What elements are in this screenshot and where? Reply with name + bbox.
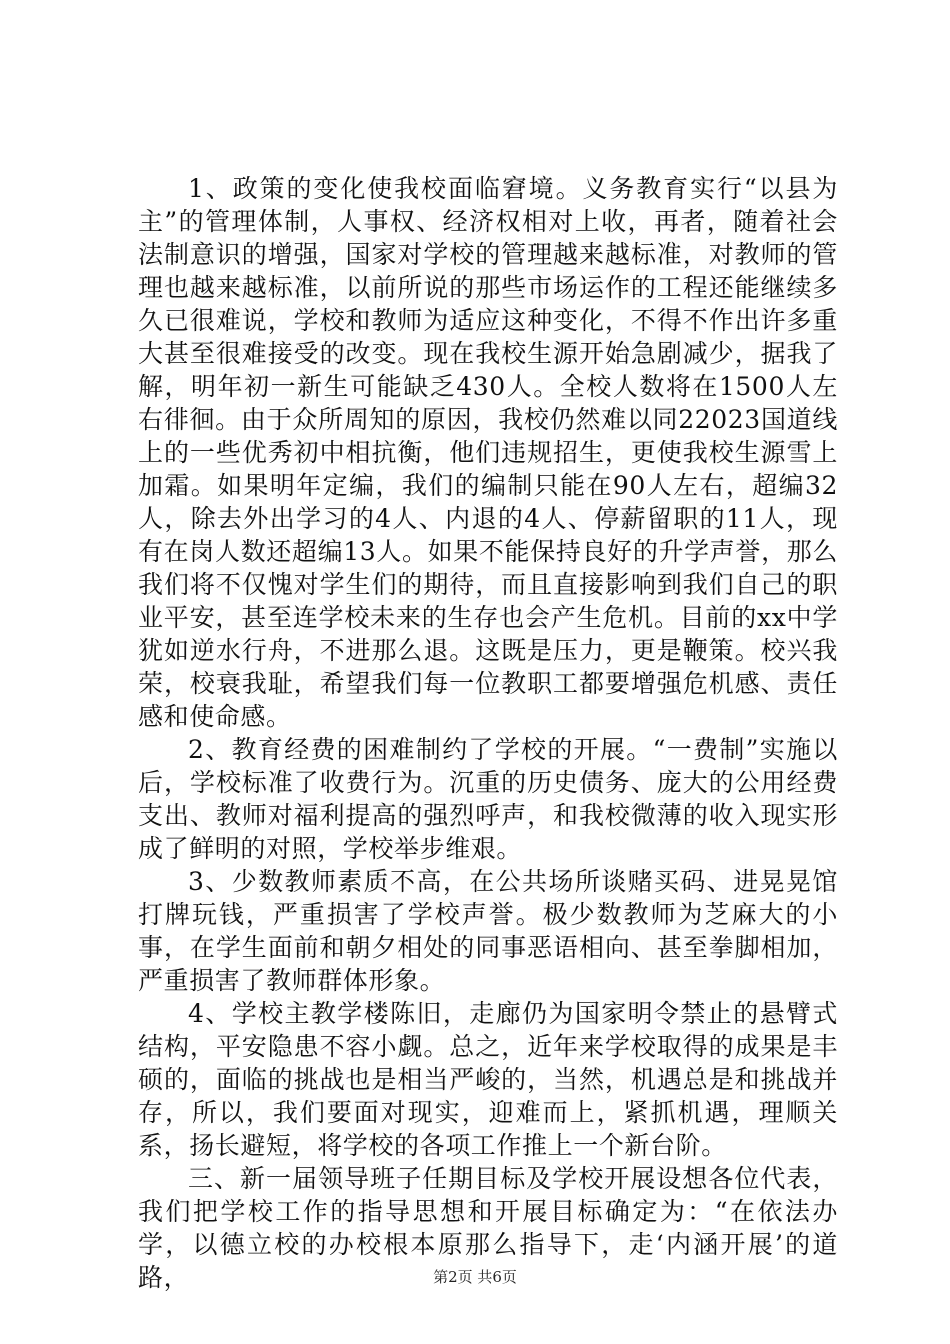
paragraph-funding: 2、教育经费的困难制约了学校的开展。“一费制”实施以后，学校标准了收费行为。沉重的历史债务、庞大的公用经费支出、教师对福利提高的强烈呼声，和我校微薄的收入现实形成了鲜明的对照，学校举步维艰。 bbox=[138, 735, 838, 863]
document-body bbox=[138, 172, 838, 1294]
paragraph-teacher-quality: 3、少数教师素质不高，在公共场所谈赌买码、进晃晃馆打牌玩钱，严重损害了学校声誉。极少数教师为芝麻大的小事，在学生面前和朝夕相处的同事恶语相向、甚至拳脚相加，严重损害了教师群体形象。 bbox=[138, 867, 838, 995]
paragraph-policy-change: 1、政策的变化使我校面临窘境。义务教育实行“以县为主”的管理体制，人事权、经济权相对上收，再者，随着社会法制意识的增强，国家对学校的管理越来越标准，对教师的管理也越来越标准，以前所说的那些市场运作的工程还能继续多久已很难说，学校和教师为适应这种变化，不得不作出许多重大甚至很难接受的改变。现在我校生源开始急剧减少，据我了解，明年初一新生可能缺乏430人。全校人数将在1500人左右徘徊。由于众所周知的原因，我校仍然难以同22023国道线上的一些优秀初中相抗衡，他们违规招生，更使我校生源雪上加霜。如果明年定编，我们的编制只能在90人左右，超编32人，除去外出学习的4人、内退的4人、停薪留职的11人，现有在岗人数还超编13人。如果不能保持良好的升学声誉，那么我们将不仅愧对学生们的期待，而且直接影响到我们自己的职业平安，甚至连学校未来的生存也会产生危机。目前的xx中学犹如逆水行舟，不进那么退。这既是压力，更是鞭策。校兴我荣，校衰我耻，希望我们每一位教职工都要增强危机感、责任感和使命感。 bbox=[138, 174, 838, 731]
page-footer: 第2页 共6页 bbox=[433, 1268, 517, 1286]
paragraph-building-safety: 4、学校主教学楼陈旧，走廊仍为国家明令禁止的悬臂式结构，平安隐患不容小觑。总之，近年来学校取得的成果是丰硕的，面临的挑战也是相当严峻的，当然，机遇总是和挑战并存，所以，我们要面对现实，迎难而上，紧抓机遇，理顺关系，扬长避短，将学校的各项工作推上一个新台阶。 bbox=[138, 999, 838, 1160]
paragraph-leadership-goals: 三、新一届领导班子任期目标及学校开展设想各位代表，我们把学校工作的指导思想和开展目标确定为：“在依法办学，以德立校的办校根本原那么指导下，走‘内涵开展’的道路， bbox=[138, 1164, 838, 1292]
